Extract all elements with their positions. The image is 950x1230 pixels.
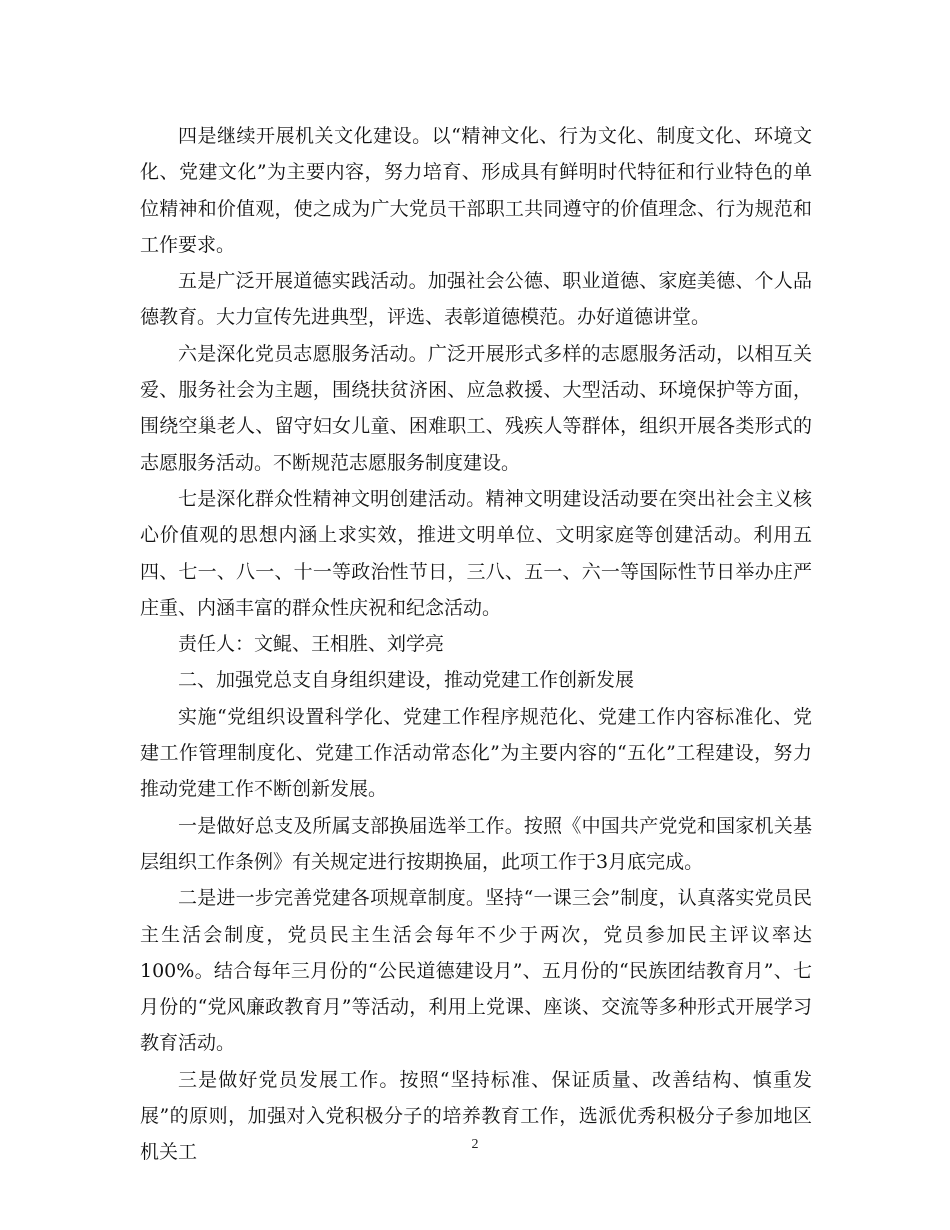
paragraph-member-development: 三是做好党员发展工作。按照“坚持标准、保证质量、改善结构、慎重发展”的原则，加强对入党积极分子的培养教育工作，选派优秀积极分子参加地区机关工 (140, 1068, 812, 1164)
paragraph-rules-system: 二是进一步完善党建各项规章制度。坚持“一课三会”制度，认真落实党员民主生活会制度，党员民主生活会每年不少于两次，党员参加民主评议率达100%。结合每年三月份的“公民道德建设月”、五月份的“民族团结教育月”、七月份的“党风廉政教育月”等活动，利用上党课、座谈、交流等多种形式开展学习教育活动。 (140, 887, 812, 1055)
paragraph-civilization-creation: 七是深化群众性精神文明创建活动。精神文明建设活动要在突出社会主义核心价值观的思想内涵上求实效，推进文明单位、文明家庭等创建活动。利用五四、七一、八一、十一等政治性节日，三八、五一、六一等国际性节日举办庄严庄重、内涵丰富的群众性庆祝和纪念活动。 (140, 487, 812, 619)
paragraph-five-modernizations: 实施“党组织设置科学化、党建工作程序规范化、党建工作内容标准化、党建工作管理制度化、党建工作活动常态化”为主要内容的“五化”工程建设，努力推动党建工作不断创新发展。 (140, 705, 812, 801)
paragraph-volunteer-service: 六是深化党员志愿服务活动。广泛开展形式多样的志愿服务活动，以相互关爱、服务社会为主题，围绕扶贫济困、应急救援、大型活动、环境保护等方面，围绕空巢老人、留守妇女儿童、困难职工、残疾人等群体，组织开展各类形式的志愿服务活动。不断规范志愿服务制度建设。 (140, 342, 812, 474)
document-body (140, 118, 812, 1171)
paragraph-cultural-construction: 四是继续开展机关文化建设。以“精神文化、行为文化、制度文化、环境文化、党建文化”为主要内容，努力培育、形成具有鲜明时代特征和行业特色的单位精神和价值观，使之成为广大党员干部职工共同遵守的价值理念、行为规范和工作要求。 (140, 125, 812, 256)
section-heading-organization-building: 二、加强党总支自身组织建设，推动党建工作创新发展 (178, 669, 635, 692)
page-number: 2 (471, 1137, 479, 1152)
paragraph-responsible-persons: 责任人：文鲲、王相胜、刘学亮 (178, 633, 445, 656)
paragraph-election-work: 一是做好总支及所属支部换届选举工作。按照《中国共产党党和国家机关基层组织工作条例》有关规定进行按期换届，此项工作于3月底完成。 (140, 814, 812, 873)
paragraph-moral-practice: 五是广泛开展道德实践活动。加强社会公德、职业道德、家庭美德、个人品德教育。大力宣传先进典型，评选、表彰道德模范。办好道德讲堂。 (140, 270, 812, 329)
